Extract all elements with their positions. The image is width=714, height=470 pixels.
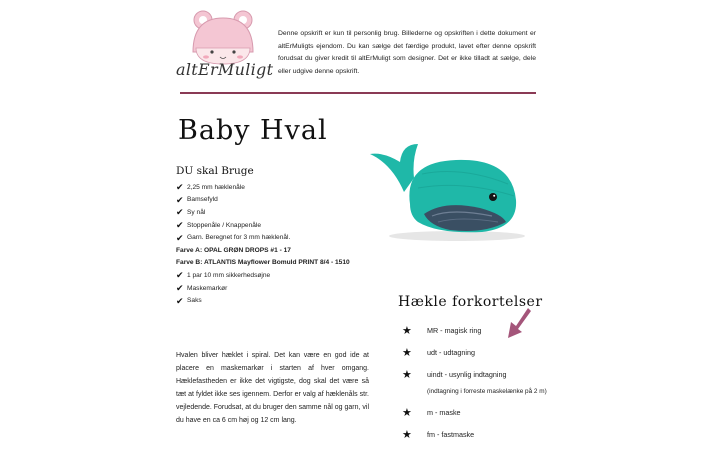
star-icon: ★ — [402, 429, 412, 441]
star-icon: ★ — [402, 347, 412, 359]
page-title: Baby Hval — [178, 115, 328, 146]
list-item-text: 2,25 mm hæklenåle — [187, 183, 245, 191]
checkmark-icon: ✔ — [176, 270, 184, 281]
checkmark-icon: ✔ — [176, 207, 184, 218]
materials-heading: DU skal Bruge — [176, 165, 254, 177]
list-item-text: udt - udtagning — [427, 348, 475, 357]
yarn-color-a — [176, 244, 366, 257]
uindt-note: (indtagning i forreste maskelænke på 2 m) — [427, 388, 547, 395]
list-item-text: MR - magisk ring — [427, 326, 482, 335]
list-item — [176, 206, 366, 219]
description-paragraph: Hvalen bliver hæklet i spiral. Det kan være en god ide at placere en maskemarkør i starten af hver omgang. Hæklefastheden er ikke det vigtigste, dog skal det være så tæt at fyldet ikke ses igennem. Derfor er valg af hæklenåls str. vejledende. Forudsat, at du bruger den samme nål og garn, vil du have en ca 6 cm høj og 12 cm lang. — [176, 352, 370, 424]
list-item — [176, 219, 366, 232]
checkmark-icon: ✔ — [176, 194, 184, 205]
list-item-text: Garn. Beregnet for 3 mm hæklenål. — [187, 234, 291, 242]
list-item — [176, 294, 366, 307]
star-icon: ★ — [402, 407, 412, 419]
list-item — [176, 194, 366, 207]
header-divider — [180, 92, 536, 94]
whale-photo — [352, 104, 534, 285]
checkmark-icon: ✔ — [176, 182, 184, 193]
copyright-disclaimer: Denne opskrift er kun til personlig brug. Billederne og opskriften i dette dokument er altErMuligts ejendom. Du kan sælge det færdige produkt, lavet efter denne opskrift forudsat du giver kredit til altErMuligt som designer. Det er ikke tilladt at sælge, dele eller udgive denne opskrift. — [278, 30, 536, 75]
checkmark-icon: ✔ — [176, 295, 184, 306]
list-item — [176, 231, 366, 244]
abbreviations-heading: Hækle forkortelser — [398, 294, 543, 310]
list-item-text: Farve A: OPAL GRØN DROPS #1 - 17 — [176, 246, 291, 254]
list-item-text: Bamsefyld — [187, 196, 218, 204]
star-icon: ★ — [402, 325, 412, 337]
yarn-color-b — [176, 257, 366, 270]
list-item-text: Saks — [187, 297, 202, 305]
list-item-text: Maskemarkør — [187, 284, 228, 292]
checkmark-icon: ✔ — [176, 232, 184, 243]
list-item — [176, 282, 366, 295]
list-item — [176, 269, 366, 282]
list-item-text: Sy nål — [187, 208, 206, 216]
list-item-text: fm - fastmaske — [427, 430, 475, 439]
list-item-text: Stoppenåle / Knappenåle — [187, 221, 262, 229]
list-item — [176, 181, 366, 194]
materials-list — [176, 181, 366, 307]
list-item-text: 1 par 10 mm sikkerhedsøjne — [187, 271, 271, 279]
logo-text: altErMuligt — [176, 60, 274, 79]
checkmark-icon: ✔ — [176, 283, 184, 294]
checkmark-icon: ✔ — [176, 220, 184, 231]
list-item-text: uindt - usynlig indtagning — [427, 370, 507, 379]
arrow-down-left-icon — [504, 306, 532, 340]
star-icon: ★ — [402, 369, 412, 381]
list-item-text: m - maske — [427, 408, 461, 417]
list-item-text: Farve B: ATLANTIS Mayflower Bomuld PRINT 8/4 - 1510 — [176, 259, 350, 267]
